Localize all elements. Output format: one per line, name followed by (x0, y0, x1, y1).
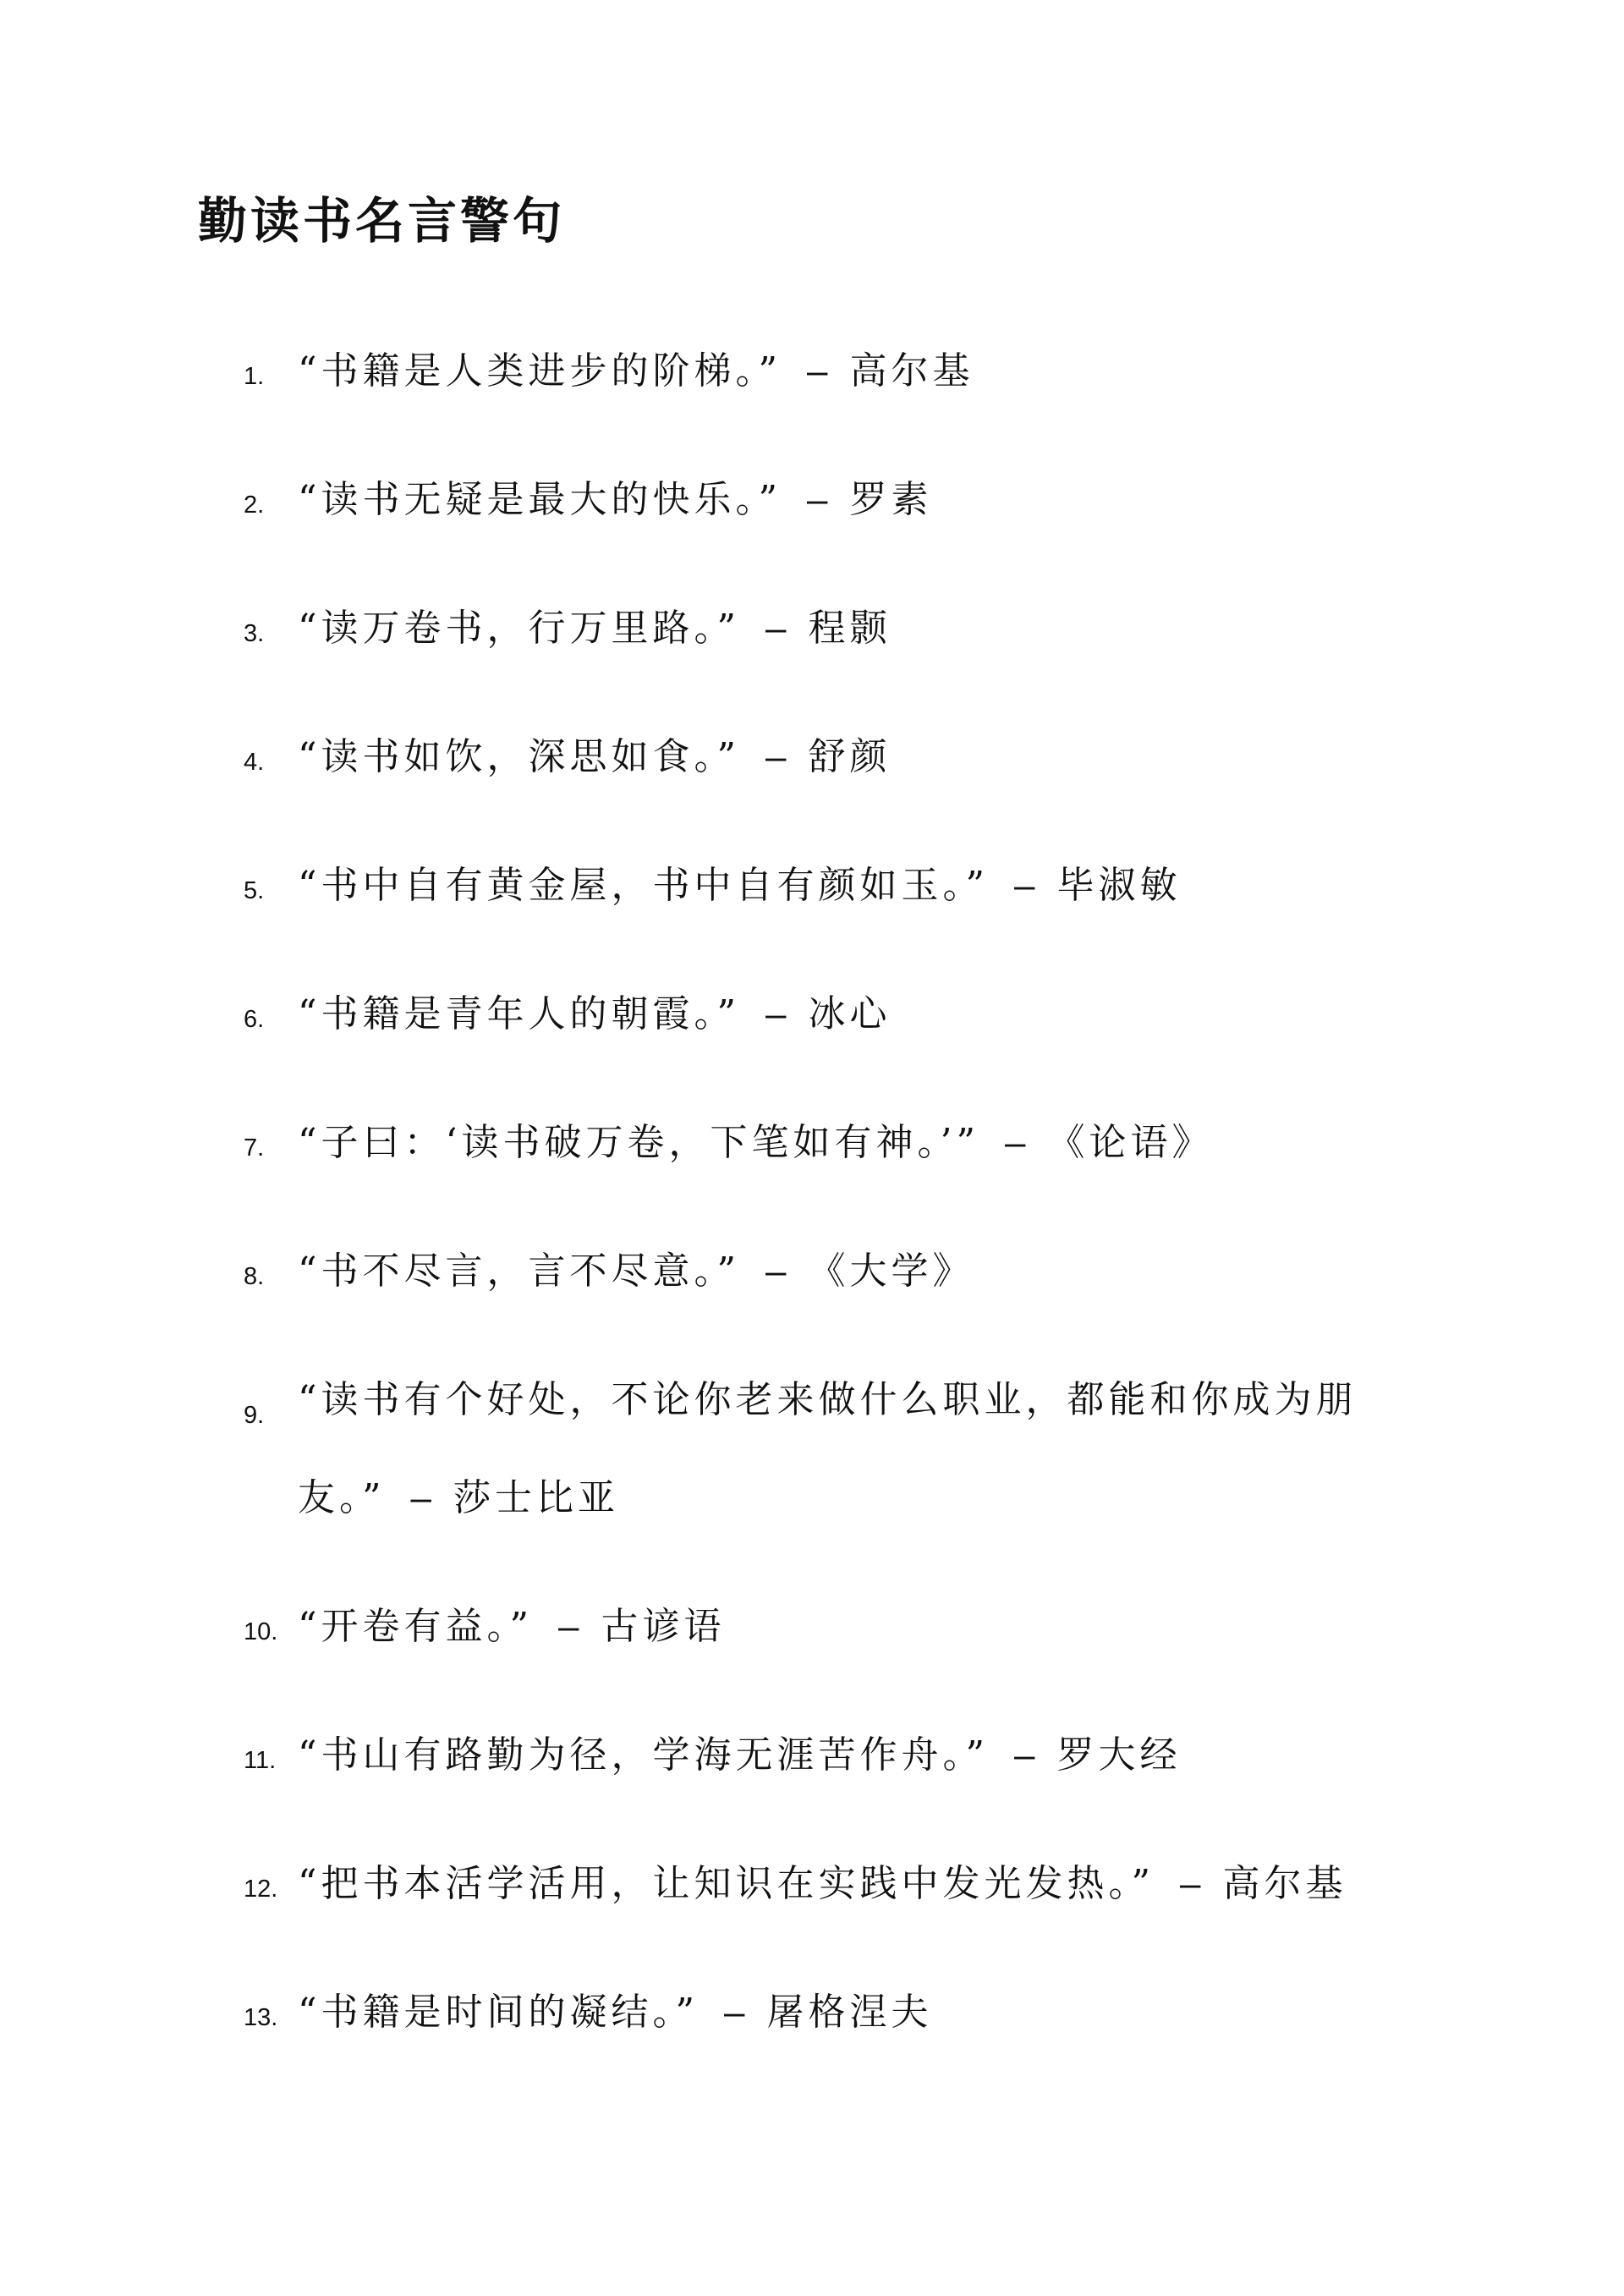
quote-text: “开卷有益。” (298, 1605, 533, 1648)
quote-number: 9. (244, 1402, 265, 1429)
quote-text: “子曰：‘读书破万卷，下笔如有神。’” (298, 1121, 979, 1164)
quote-text: “书不尽言，言不尽意。” (298, 1250, 740, 1293)
quote-dash: – (765, 607, 787, 649)
quote-author: 罗大经 (1056, 1733, 1182, 1777)
quote-dash: – (1004, 1122, 1026, 1163)
quote-author: 高尔基 (849, 349, 974, 393)
quote-item (244, 349, 1445, 393)
quote-number: 13. (244, 2004, 278, 2031)
quote-item (244, 1607, 1445, 1646)
quote-dash: – (765, 993, 787, 1035)
quote-item (244, 1351, 1445, 1547)
quote-item (244, 609, 1445, 648)
quote-number: 6. (244, 1006, 265, 1033)
quote-item (244, 866, 1445, 905)
quote-dash: – (1014, 1734, 1035, 1776)
quote-dash: – (410, 1477, 431, 1519)
quote-author: 莎士比亚 (453, 1476, 619, 1519)
quote-number: 8. (244, 1263, 265, 1290)
quote-author: 古谚语 (601, 1605, 726, 1648)
quote-text: “书籍是人类进步的阶梯。” (298, 349, 782, 393)
quote-author: 冰心 (808, 992, 892, 1035)
quote-item (244, 1123, 1445, 1162)
document-title: 勤读书名言警句 (198, 192, 566, 250)
quote-item (244, 992, 1445, 1035)
quote-text: “读书有个好处，不论你老来做什么职业，都能和你成为朋友。” (298, 1378, 1358, 1519)
quote-text: “书籍是青年人的朝霞。” (298, 992, 740, 1035)
quote-item (244, 1993, 1445, 2032)
quote-dash: – (724, 1991, 745, 2033)
quote-text: “书山有路勤为径，学海无涯苦作舟。” (298, 1733, 989, 1777)
quote-author: 毕淑敏 (1056, 864, 1182, 907)
quote-item (244, 1733, 1445, 1777)
quote-number: 3. (244, 620, 265, 647)
quote-author: 《论语》 (1047, 1121, 1214, 1164)
quote-text: “读书如饮，深思如食。” (298, 735, 740, 778)
quote-dash: – (1180, 1863, 1201, 1904)
quote-number: 5. (244, 877, 265, 904)
quote-dash: – (765, 1250, 787, 1292)
quote-text: “把书本活学活用，让知识在实践中发光发热。” (298, 1862, 1155, 1905)
quote-author: 舒颜 (808, 735, 892, 778)
quote-text: “书籍是时间的凝结。” (298, 1991, 699, 2034)
quote-dash: – (807, 479, 828, 520)
quote-dash: – (807, 350, 828, 392)
quote-dash: – (765, 736, 787, 777)
quote-item (244, 1252, 1445, 1291)
quote-number: 2. (244, 492, 265, 519)
quote-author: 罗素 (849, 478, 933, 521)
quote-number: 11. (244, 1747, 277, 1774)
quote-number: 12. (244, 1876, 278, 1903)
quote-author: 程颢 (808, 607, 892, 650)
quote-dash: – (1014, 865, 1035, 906)
quote-dash: – (558, 1606, 579, 1647)
quote-text: “书中自有黄金屋，书中自有颜如玉。” (298, 864, 989, 907)
quote-text: “读书无疑是最大的快乐。” (298, 478, 782, 521)
quote-number: 1. (244, 363, 265, 390)
quote-item (244, 735, 1445, 778)
quote-number: 10. (244, 1618, 278, 1645)
quote-text: “读万卷书，行万里路。” (298, 607, 740, 650)
quote-list (244, 349, 1445, 2122)
quote-item (244, 478, 1445, 521)
quote-author: 屠格涅夫 (766, 1991, 933, 2034)
quote-number: 7. (244, 1134, 265, 1162)
quote-number: 4. (244, 749, 265, 776)
quote-author: 高尔基 (1222, 1862, 1347, 1905)
quote-item (244, 1862, 1445, 1905)
quote-author: 《大学》 (808, 1250, 974, 1293)
